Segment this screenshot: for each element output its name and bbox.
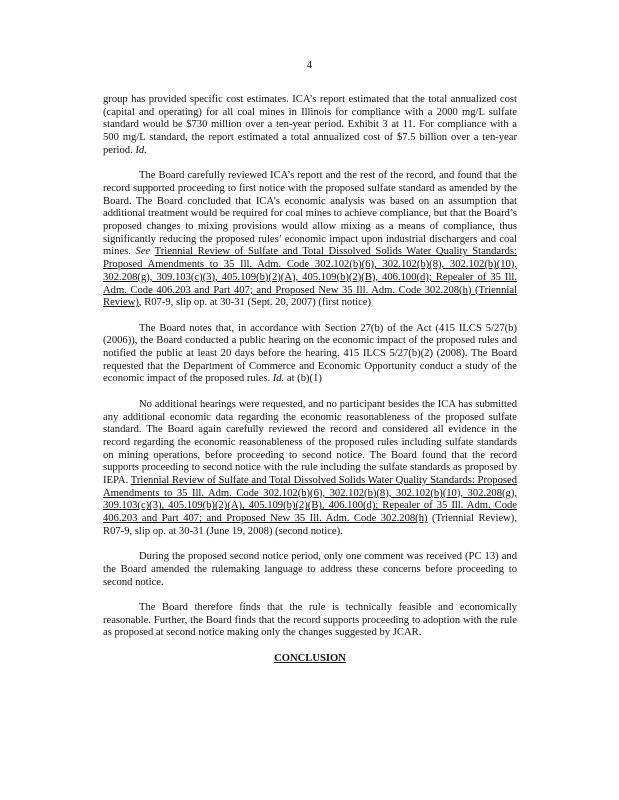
paragraph-text: During the proposed second notice period, only one comment was received (PC 13) and the Board amended the rulemaking language to address these concerns before proceeding to second notice. bbox=[103, 551, 517, 588]
paragraph-p5 bbox=[103, 551, 517, 589]
section-heading: CONCLUSION bbox=[274, 652, 346, 664]
paragraph-text: No additional hearings were requested, and no participant besides the ICA has submitted any additional economic data regarding the economic reasonableness of the proposed sulfate standard. The Board again carefully reviewed the record and considered all evidence in the record regarding the economic reasonableness of the proposed rules including sulfate standards on mining operations, before proceeding to second notice. The Board found that the record supports proceeding to second notice with the rule including the sulfate standards as proposed by IEPA. bbox=[103, 398, 517, 487]
paragraph-text: (Triennial Review), R07-9, slip op. at 30-31 (June 19, 2008) (second notice). bbox=[103, 513, 517, 537]
paragraph-text: group has provided specific cost estimates. ICA’s report estimated that the total annualized cost (capital and operating) for all coal mines in Illinois for compliance with a 2000 mg/L sulfate standard would be $730 million over a ten-year period. Exhibit 3 at 11. For compliance with a 500 mg/L standard, the report estimated a total annualized cost of $7.5 billion over a ten-year period. bbox=[103, 94, 517, 156]
citation-signal: Id. bbox=[135, 144, 147, 156]
page-number: 4 bbox=[306, 60, 313, 71]
paragraph-p2 bbox=[103, 170, 517, 310]
paragraph-p1 bbox=[103, 94, 517, 158]
paragraph-text: , R07-9, slip op. at 30-31 (Sept. 20, 2007) (first notice) bbox=[138, 297, 372, 309]
paragraph-p6 bbox=[103, 602, 517, 640]
body-text bbox=[103, 94, 517, 666]
paragraph-text: at (b)(1) bbox=[284, 373, 322, 385]
paragraph-text: The Board carefully reviewed ICA’s report and the rest of the record, and found that the record supported proceeding to first notice with the proposed sulfate standard as amended by the Board. The Board concluded that ICA’s economic analysis was based on an assumption that additional treatment would be required for coal mines to achieve compliance, but that the Board’s proposed changes to mixing provisions would allow mixing as a means of compliance, thus significantly reducing the proposed rules’ economic impact upon industrial dischargers and coal mines. bbox=[103, 170, 517, 258]
citation-signal: See bbox=[135, 246, 151, 258]
citation-signal: Id. bbox=[272, 373, 285, 385]
case-citation: Triennial Review of Sulfate and Total Dissolved Solids Water Quality Standards: Proposed Amendments to 35 Ill. Adm. Code 302.102(b)(6), 302.102(b)(8), 302.102(b)(10), 302.208(g), 309.103(c)(3), 405.109(b)(2)(A), 405.109(b)(2)(B), 406.100(d); Repealer of 35 Ill. Adm. Code 406.203 and Part 407; and Proposed New 35 Ill. Adm. Code 302.208(h) (Triennial Review) bbox=[103, 246, 517, 309]
paragraph-p4 bbox=[103, 399, 517, 539]
paragraph-p3 bbox=[103, 323, 517, 387]
paragraph-list bbox=[103, 94, 517, 640]
paragraph-text: The Board therefore finds that the rule is technically feasible and economically reasonable. Further, the Board finds that the record supports proceeding to adoption with the rule as proposed at second notice making only the changes suggested by JCAR. bbox=[103, 602, 517, 639]
paragraph-text: The Board notes that, in accordance with Section 27(b) of the Act (415 ILCS 5/27(b) (2006)), the Board conducted a public hearing on the economic impact of the proposed rules and notified the public at least 20 days before the hearing. 415 ILCS 5/27(b)(2) (2008). The Board requested that the Department of Commerce and Economic Opportunity conduct a study of the economic impact of the proposed rules. bbox=[103, 322, 517, 385]
case-citation: Triennial Review of Sulfate and Total Dissolved Solids Water Quality Standards: Proposed Amendments to 35 Ill. Adm. Code 302.102(b)(6), 302.102(b)(8), 302.102(b)(10), 302.208(g), 309.103(c)(3), 405.109(b)(2)(A), 405.109(b)(2)(B), 406.100(d); Repealer of 35 Ill. Adm. Code 406.203 and Part 407; and Proposed New 35 Ill. Adm. Code 302.208(h) bbox=[103, 475, 517, 525]
